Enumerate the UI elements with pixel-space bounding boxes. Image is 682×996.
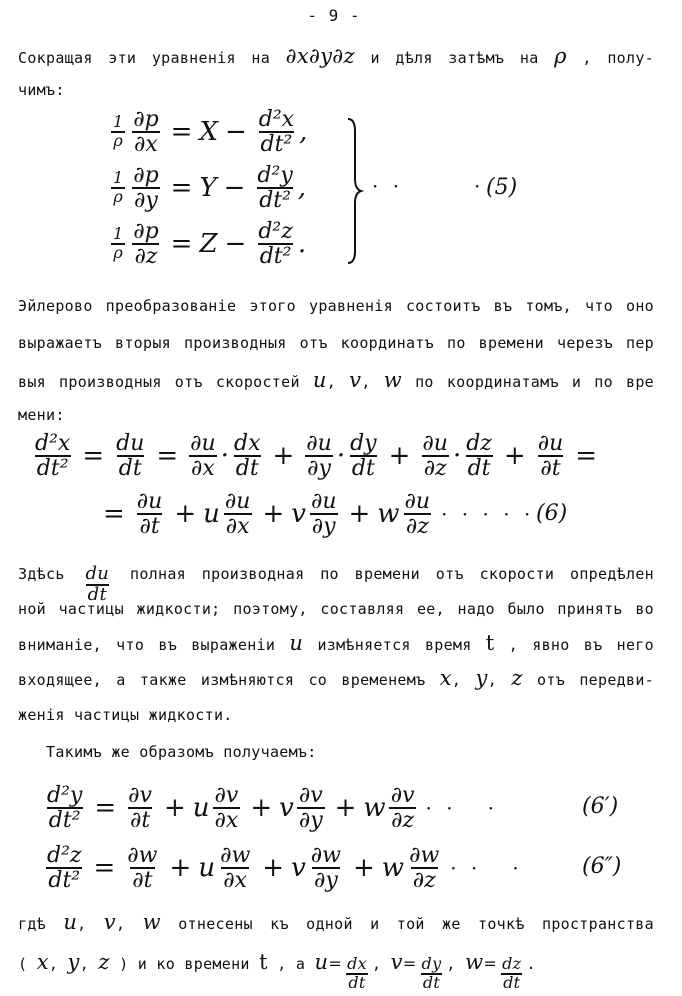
text: , явно въ него <box>508 636 654 654</box>
text: выя производныя отъ скоростей <box>18 373 300 391</box>
den: ∂x <box>191 456 215 482</box>
math-rho: ρ <box>554 44 567 68</box>
paragraph-3-line-2: ной частицы жидкости; поэтому, составляя ее, надо было принять во <box>18 600 654 618</box>
equation-6-double-prime-label: (6″) <box>582 854 622 879</box>
math-t: t <box>259 950 268 974</box>
symbol-v: v <box>279 793 294 824</box>
math-y: y <box>475 666 488 690</box>
den: ∂t <box>139 514 160 540</box>
den: ∂t <box>129 808 151 834</box>
equals: = <box>402 954 417 973</box>
fraction <box>218 844 252 892</box>
leader-dots: · · · <box>450 856 523 881</box>
fraction <box>297 784 325 832</box>
symbol-v: v <box>291 499 306 530</box>
paragraph-3-line-3 <box>18 631 654 657</box>
paragraph-2-line-1: Эйлерово преобразованіе этого уравненія состоитъ въ томъ, что оно <box>18 297 654 315</box>
num: ∂w <box>220 843 251 868</box>
math-v: v <box>103 910 116 934</box>
period: . <box>526 955 536 973</box>
den: dt <box>235 456 259 482</box>
fraction <box>131 108 160 156</box>
paren-open: ( <box>18 955 28 973</box>
equation-5-label: (5) <box>486 175 518 200</box>
leader-dots: · · · · · <box>441 502 535 527</box>
equation-6-double-prime <box>42 844 523 892</box>
plus: + <box>169 853 192 884</box>
num: d²y <box>257 163 293 188</box>
fraction <box>500 956 523 992</box>
text: входящее, а также измѣняются со временемъ <box>18 671 426 689</box>
den: ∂y <box>311 514 336 540</box>
minus: − <box>223 173 246 204</box>
den: ∂z <box>391 808 415 834</box>
paragraph-5-line-2 <box>18 940 654 992</box>
den: ∂x <box>134 132 158 158</box>
fraction <box>309 490 339 538</box>
fraction <box>135 490 165 538</box>
den: ∂y <box>134 188 158 214</box>
paragraph-3-line-4 <box>18 666 654 692</box>
equals: = <box>170 229 193 260</box>
paragraph-3-line-1 <box>18 554 654 605</box>
plus: + <box>503 441 526 472</box>
dot: · <box>220 441 229 472</box>
comma: , <box>487 671 498 689</box>
den: dt² <box>36 456 69 482</box>
plus: + <box>388 441 411 472</box>
den: ∂y <box>298 808 323 834</box>
den: ∂y <box>307 456 331 482</box>
num: ∂v <box>298 783 323 808</box>
fraction <box>389 784 417 832</box>
fraction <box>114 432 146 480</box>
num: ∂v <box>390 783 415 808</box>
math-z: z <box>98 950 110 974</box>
symbol-u: u <box>198 853 216 884</box>
num: ∂v <box>214 783 239 808</box>
comma: , <box>361 373 371 391</box>
equals: = <box>94 793 117 824</box>
comma: , <box>48 955 59 973</box>
fraction <box>223 490 253 538</box>
fraction <box>33 432 72 480</box>
text: по координатамъ и по вре <box>415 373 654 391</box>
comma: , <box>326 373 337 391</box>
text: отъ передви- <box>537 671 654 689</box>
fraction <box>188 432 218 480</box>
plus: + <box>348 499 371 530</box>
num: du <box>85 563 110 584</box>
fraction <box>125 844 159 892</box>
fraction <box>407 844 441 892</box>
num: ∂u <box>310 489 337 514</box>
num: d²x <box>35 431 71 456</box>
inline-fraction <box>342 956 372 992</box>
fraction <box>126 784 154 832</box>
math-dxdydz: ∂x∂y∂z <box>285 44 355 68</box>
plus: + <box>334 793 357 824</box>
num: ∂u <box>224 489 251 514</box>
paragraph-1-line-2: чимъ: <box>18 81 65 99</box>
equals: = <box>170 173 193 204</box>
text: гдѣ <box>18 915 46 933</box>
fraction <box>256 220 295 268</box>
equals: = <box>156 441 179 472</box>
symbol-v: v <box>291 853 306 884</box>
period: . <box>297 229 307 260</box>
text: вниманіе, что въ выраженіи <box>18 636 276 654</box>
equals: = <box>93 853 116 884</box>
symbol-w: w <box>381 853 405 884</box>
den: ∂x <box>214 808 239 834</box>
den: dt <box>503 972 521 992</box>
minus: − <box>224 229 247 260</box>
den: ∂y <box>313 868 338 894</box>
num: ∂u <box>404 489 431 514</box>
fraction <box>255 164 294 212</box>
minus: − <box>224 117 247 148</box>
text: измѣняется время <box>317 636 472 654</box>
paragraph-5-line-1 <box>18 910 654 936</box>
num: ∂v <box>128 783 152 808</box>
den: ∂z <box>412 868 436 894</box>
num: ∂w <box>310 843 341 868</box>
equation-6-prime <box>42 784 498 832</box>
plus: + <box>174 499 197 530</box>
paragraph-2-line-2: выражаетъ вторыя производныя отъ координатъ по времени черезъ пер <box>18 334 654 352</box>
equals: = <box>328 954 343 973</box>
text: полная производная по времени отъ скорости опредѣлен <box>130 565 654 583</box>
equation-5-row-1 <box>108 108 307 156</box>
leader-dots: · · <box>372 174 404 198</box>
fraction <box>309 844 343 892</box>
dot: · <box>336 441 346 472</box>
fraction <box>111 170 125 206</box>
num: ∂w <box>409 843 440 868</box>
den: ρ <box>113 131 123 151</box>
den: dt² <box>48 808 81 834</box>
den: dt <box>422 972 441 992</box>
text: отнесены къ одной и той же точкѣ пространства <box>178 915 654 933</box>
num: d²x <box>258 107 295 132</box>
math-v: v <box>390 950 403 974</box>
text: , полу- <box>582 49 654 67</box>
leader-dots: · · · <box>425 796 499 821</box>
symbol-X: X <box>199 117 218 148</box>
num: ∂u <box>190 431 216 456</box>
plus: + <box>163 793 186 824</box>
num: ∂w <box>127 843 158 868</box>
equation-6-label: (6) <box>536 501 568 526</box>
den: dt² <box>259 188 291 214</box>
equation-5-row-2 <box>108 164 306 212</box>
equation-5-dot <box>468 174 484 199</box>
math-u: u <box>63 910 78 934</box>
fraction <box>111 226 125 262</box>
equation-5-dots <box>366 174 403 199</box>
den: dt² <box>260 132 293 158</box>
text: Здѣсь <box>18 565 65 583</box>
symbol-w: w <box>363 793 386 824</box>
fraction <box>232 432 263 480</box>
math-v: v <box>349 368 362 392</box>
den: dt² <box>48 868 81 894</box>
comma: , <box>299 117 308 148</box>
plus: + <box>262 853 285 884</box>
inline-fraction <box>497 956 526 992</box>
math-u: u <box>314 950 329 974</box>
paragraph-4: Такимъ же образомъ получаемъ: <box>46 743 317 761</box>
num: ∂u <box>537 431 564 456</box>
page-number: - 9 - <box>307 6 361 25</box>
fraction <box>257 108 296 156</box>
num: ∂u <box>306 431 332 456</box>
num: dz <box>502 954 522 973</box>
math-u: u <box>312 368 327 392</box>
num: 1 <box>113 224 124 244</box>
den: ρ <box>113 243 123 263</box>
math-z: z <box>511 666 523 690</box>
dot: · <box>452 441 462 472</box>
den: dt <box>348 972 366 992</box>
den: dt <box>467 456 491 482</box>
text: ) и ко времени <box>119 955 250 973</box>
fraction <box>45 844 84 892</box>
fraction <box>403 490 433 538</box>
symbol-w: w <box>377 499 400 530</box>
den: ρ <box>113 187 123 207</box>
comma: , <box>451 671 462 689</box>
den: dt² <box>259 244 292 270</box>
num: 1 <box>113 112 124 132</box>
plus: + <box>262 499 285 530</box>
num: dz <box>466 431 492 456</box>
num: ∂u <box>136 489 163 514</box>
fraction <box>536 432 566 480</box>
equals: = <box>170 117 193 148</box>
symbol-Y: Y <box>199 173 217 204</box>
comma: , <box>77 915 87 933</box>
num: dy <box>421 954 442 973</box>
equation-6-row-1 <box>30 432 604 480</box>
num: dy <box>350 431 377 456</box>
equals: = <box>575 441 598 472</box>
math-x: x <box>439 666 452 690</box>
paragraph-2-line-4: мени: <box>18 406 65 424</box>
text: , а <box>277 955 306 973</box>
fraction <box>304 432 334 480</box>
symbol-Z: Z <box>199 229 218 260</box>
text: Сокращая эти уравненія на <box>18 49 271 67</box>
fraction <box>213 784 241 832</box>
paragraph-3-line-5: женія частицы жидкости. <box>18 706 233 724</box>
fraction <box>45 784 84 832</box>
right-brace-icon <box>346 117 362 265</box>
den: dt <box>351 456 375 482</box>
math-u: u <box>289 631 304 655</box>
symbol-u: u <box>203 499 220 530</box>
den: dt <box>87 583 107 605</box>
num: du <box>116 431 145 456</box>
fraction <box>131 220 160 268</box>
math-t: t <box>485 631 495 655</box>
den: ∂z <box>423 456 447 482</box>
den: dt <box>118 456 142 482</box>
math-w: w <box>142 910 161 934</box>
den: ∂x <box>225 514 250 540</box>
equation-6-row-2 <box>96 490 534 538</box>
fraction <box>420 956 444 992</box>
num: dx <box>233 431 261 456</box>
fraction <box>131 164 160 212</box>
num: d²z <box>258 219 293 244</box>
comma: , <box>115 915 126 933</box>
fraction <box>348 432 379 480</box>
fraction <box>464 432 494 480</box>
den: ∂t <box>540 456 561 482</box>
den: ∂x <box>223 868 248 894</box>
plus: + <box>250 793 273 824</box>
fraction <box>420 432 450 480</box>
comma: , <box>297 173 307 204</box>
equation-5-row-3 <box>108 220 306 268</box>
paragraph-1-line-1 <box>18 44 654 70</box>
symbol-u: u <box>192 793 210 824</box>
math-y: y <box>67 950 80 974</box>
leader-dot: · <box>474 174 485 198</box>
comma: , <box>79 955 90 973</box>
num: d²z <box>47 843 82 868</box>
paragraph-2-line-3 <box>18 368 654 394</box>
den: ∂z <box>405 514 429 540</box>
inline-fraction <box>417 956 447 992</box>
equals: = <box>103 499 125 530</box>
math-w: w <box>465 950 484 974</box>
num: dx <box>347 954 367 973</box>
den: ∂z <box>134 244 158 270</box>
math-w: w <box>383 368 403 392</box>
num: ∂p <box>133 107 159 132</box>
text: и дѣля затѣмъ на <box>370 49 539 67</box>
num: ∂u <box>422 431 448 456</box>
num: d²y <box>47 783 83 808</box>
num: ∂p <box>133 219 159 244</box>
equals: = <box>483 954 498 973</box>
comma: , <box>446 955 456 973</box>
plus: + <box>272 441 295 472</box>
comma: , <box>371 955 382 973</box>
equals: = <box>82 441 105 472</box>
plus: + <box>353 853 375 884</box>
fraction <box>345 956 369 992</box>
equation-6-prime-label: (6′) <box>582 794 619 819</box>
den: ∂t <box>132 868 153 894</box>
num: ∂p <box>133 163 159 188</box>
fraction <box>111 114 125 150</box>
num: 1 <box>113 168 124 188</box>
math-x: x <box>36 950 49 974</box>
